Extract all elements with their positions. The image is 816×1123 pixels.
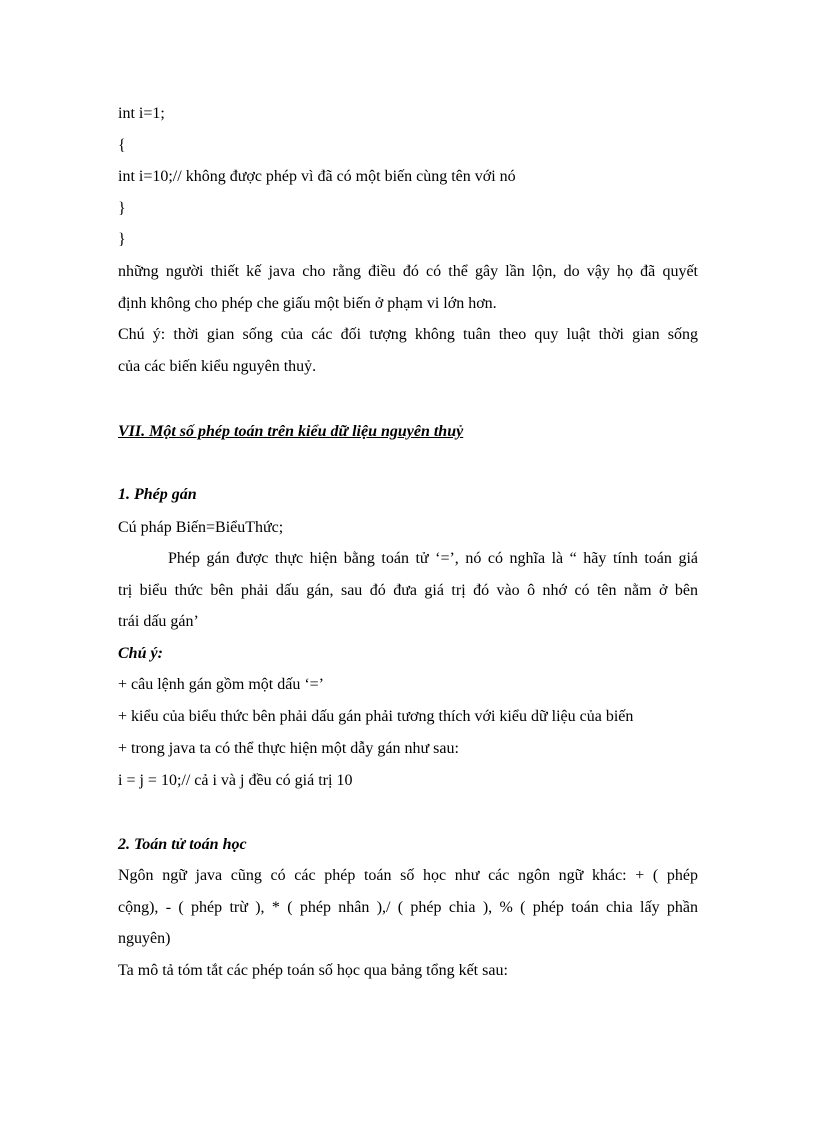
note-line: Chú ý: thời gian sống của các đối tượng không tuân theo quy luật thời gian sống bbox=[118, 326, 698, 343]
bullet-item: + câu lệnh gán gồm một dấu ‘=’ bbox=[118, 676, 324, 693]
section-heading: VII. Một số phép toán trên kiểu dữ liệu nguyên thuỷ bbox=[118, 423, 464, 440]
code-line: } bbox=[118, 231, 126, 248]
bullet-item: + trong java ta có thể thực hiện một dẫy gán như sau: bbox=[118, 740, 459, 757]
code-line: int i=1; bbox=[118, 105, 165, 122]
description-line: nguyên) bbox=[118, 930, 171, 947]
description-line: cộng), - ( phép trừ ), * ( phép nhân ),/ ( phép chia ), % ( phép toán chia lấy phần bbox=[118, 899, 698, 916]
note-heading: Chú ý: bbox=[118, 645, 163, 662]
paragraph-line: định không cho phép che giấu một biến ở phạm vi lớn hơn. bbox=[118, 295, 497, 312]
subsection-heading: 1. Phép gán bbox=[118, 486, 197, 503]
code-line: int i=10;// không được phép vì đã có một biến cùng tên với nó bbox=[118, 168, 516, 185]
note-line: của các biến kiểu nguyên thuỷ. bbox=[118, 358, 317, 375]
paragraph-line: những người thiết kế java cho rằng điều đó có thể gây lần lộn, do vậy họ đã quyết bbox=[118, 263, 698, 280]
code-line: { bbox=[118, 137, 126, 154]
code-line: } bbox=[118, 200, 126, 217]
description-line: Phép gán được thực hiện bằng toán tử ‘=’, nó có nghĩa là “ hãy tính toán giá bbox=[168, 550, 698, 567]
bullet-item: + kiểu của biểu thức bên phải dấu gán phải tương thích với kiểu dữ liệu của biến bbox=[118, 708, 634, 725]
document-page bbox=[118, 0, 698, 1123]
subsection-heading: 2. Toán tử toán học bbox=[118, 836, 247, 853]
description-line: trị biểu thức bên phải dấu gán, sau đó đưa giá trị đó vào ô nhớ có tên nằm ở bên bbox=[118, 582, 698, 599]
example-line: i = j = 10;// cả i và j đều có giá trị 10 bbox=[118, 772, 353, 789]
syntax-line: Cú pháp Biến=BiểuThức; bbox=[118, 519, 284, 536]
summary-line: Ta mô tả tóm tắt các phép toán số học qua bảng tổng kết sau: bbox=[118, 962, 508, 979]
description-line: Ngôn ngữ java cũng có các phép toán số học như các ngôn ngữ khác: + ( phép bbox=[118, 867, 698, 884]
description-line: trái dấu gán’ bbox=[118, 613, 199, 630]
